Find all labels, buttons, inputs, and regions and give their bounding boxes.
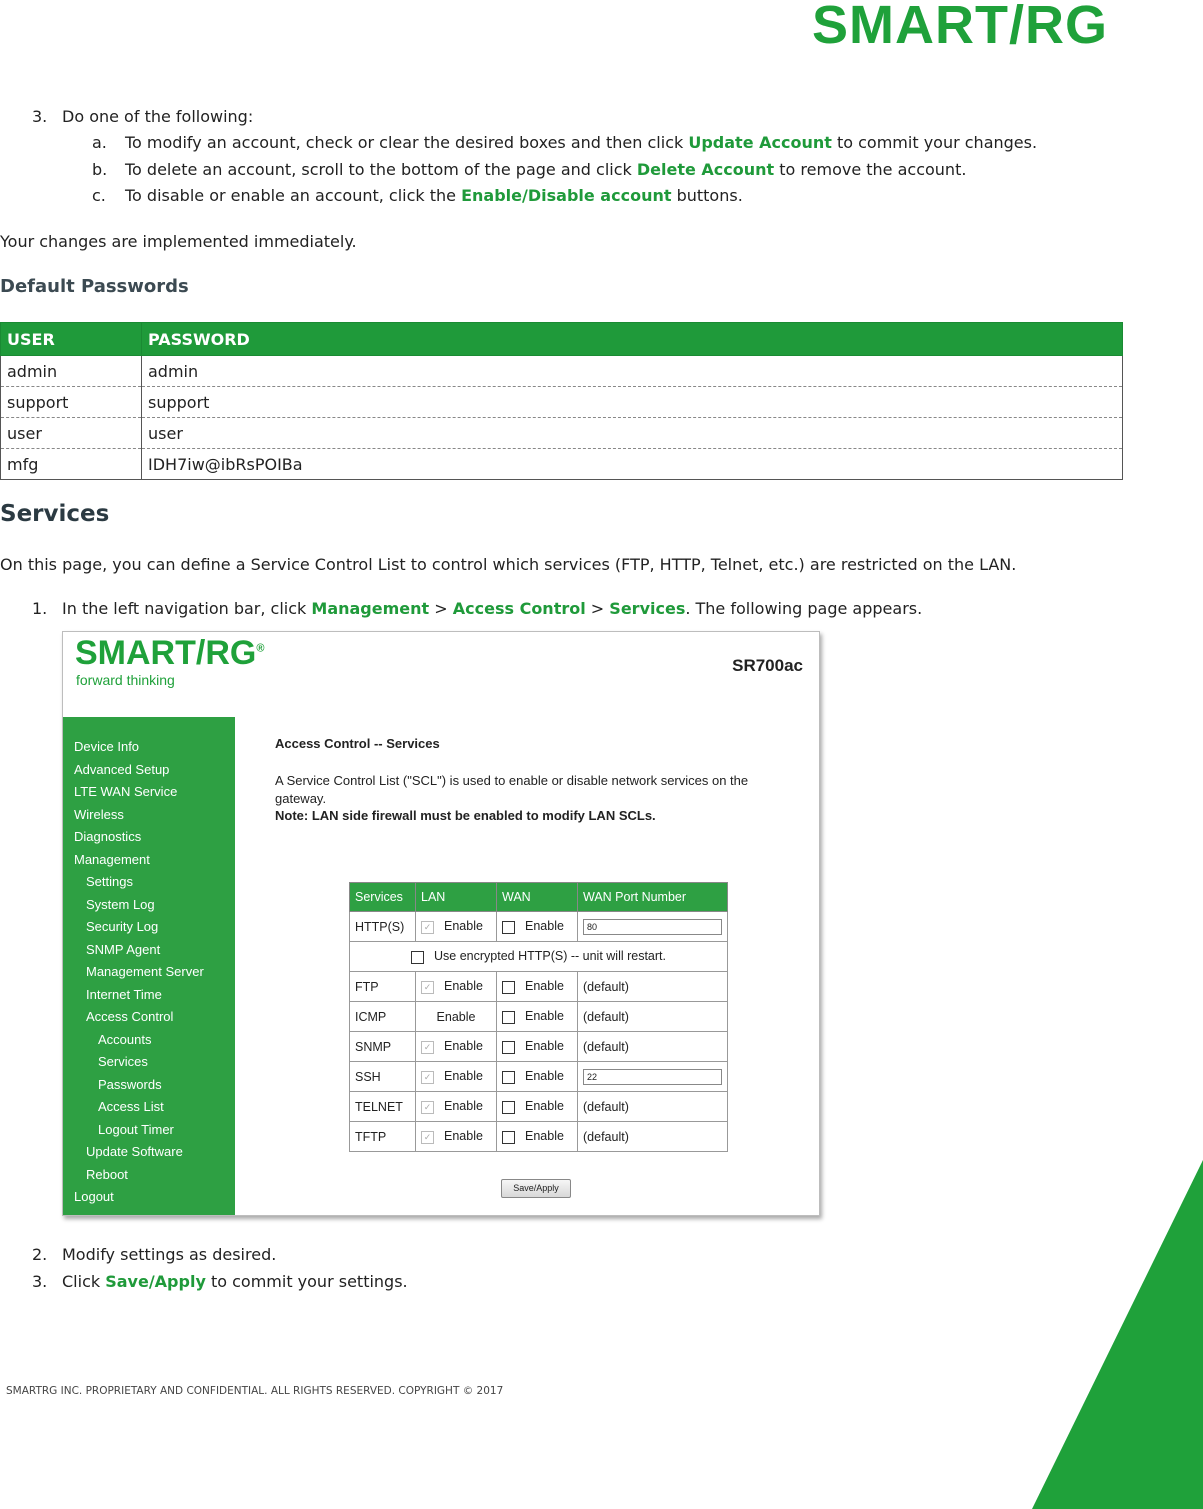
wan-enable[interactable]: Enable [497,1062,578,1092]
screenshot-sidebar [63,717,235,1215]
table-row [350,1032,728,1062]
password-cell: admin [142,356,1123,387]
wan-port: (default) [578,1002,728,1032]
wan-port: (default) [578,1032,728,1062]
table-row [350,1002,728,1032]
footer-copyright: SMARTRG INC. PROPRIETARY AND CONFIDENTIAL. ALL RIGHTS RESERVED. COPYRIGHT © 2017 [6,1385,504,1397]
table-row [350,1062,728,1092]
encrypted-https-option[interactable]: Use encrypted HTTP(S) -- unit will restart. [350,942,728,972]
checkbox-icon [502,1071,515,1084]
table-row [350,912,728,942]
nav-update-software[interactable]: Update Software [86,1144,183,1159]
lan-enable: Enable [416,1002,497,1032]
checkbox-icon [502,1041,515,1054]
wan-enable[interactable]: Enable [497,1032,578,1062]
nav-security-log[interactable]: Security Log [86,919,159,934]
table-row [1,387,1123,418]
checkbox-icon [502,981,515,994]
wan-port: (default) [578,1092,728,1122]
table-row [350,1092,728,1122]
screenshot-page-title: Access Control -- Services [275,736,440,751]
table-row [350,942,728,972]
substep-b: To delete an account, scroll to the bottom of the page and click Delete Account to remove the account. [125,160,967,179]
nav-system-log[interactable]: System Log [86,897,155,912]
checkbox-icon [502,1101,515,1114]
default-passwords-heading: Default Passwords [0,276,189,297]
table-row [350,1122,728,1152]
checkbox-checked-disabled-icon: ✓ [421,981,434,994]
substep-b-number: b. [92,160,108,179]
lan-enable[interactable]: ✓ Enable [416,1032,497,1062]
user-cell: mfg [1,449,142,480]
checkbox-checked-disabled-icon: ✓ [421,1101,434,1114]
nav-logout[interactable]: Logout [74,1189,114,1204]
screenshot-description: A Service Control List ("SCL") is used to enable or disable network services on the gateway. [275,773,749,806]
nav-access-list[interactable]: Access List [98,1099,164,1114]
save-apply-link: Save/Apply [105,1272,206,1291]
nav-settings[interactable]: Settings [86,874,133,889]
column-header: WAN Port Number [578,883,728,912]
table-row [1,356,1123,387]
user-cell: user [1,418,142,449]
port-input[interactable]: 22 [583,1069,722,1085]
password-cell: support [142,387,1123,418]
service-name: TELNET [350,1092,416,1122]
lan-enable[interactable]: ✓ Enable [416,1092,497,1122]
service-name: FTP [350,972,416,1002]
implemented-text: Your changes are implemented immediately. [0,232,357,251]
column-header: LAN [416,883,497,912]
wan-port[interactable] [578,912,728,942]
column-header: PASSWORD [142,323,1123,356]
nav-management[interactable]: Management [74,852,150,867]
service-name: ICMP [350,1002,416,1032]
checkbox-checked-disabled-icon: ✓ [421,1041,434,1054]
service-name: SSH [350,1062,416,1092]
substep-a: To modify an account, check or clear the desired boxes and then click Update Account to commit your changes. [125,133,1038,152]
nav-logout-timer[interactable]: Logout Timer [98,1122,174,1137]
wan-enable[interactable]: Enable [497,1002,578,1032]
column-header: WAN [497,883,578,912]
password-cell: user [142,418,1123,449]
model-name: SR700ac [732,656,803,675]
substep-a-number: a. [92,133,107,152]
services-intro: On this page, you can define a Service Control List to control which services (FTP, HTTP, Telnet, etc.) are restricted on the LAN. [0,555,1017,574]
checkbox-checked-disabled-icon: ✓ [421,1131,434,1144]
checkbox-icon [502,1131,515,1144]
lan-enable[interactable]: ✓ Enable [416,972,497,1002]
nav-accounts[interactable]: Accounts [98,1032,152,1047]
nav-wireless[interactable]: Wireless [74,807,124,822]
step-2-number: 2. [32,1245,48,1264]
wan-enable[interactable]: Enable [497,1092,578,1122]
nav-device-info[interactable]: Device Info [74,739,140,754]
screenshot-note: Note: LAN side firewall must be enabled to modify LAN SCLs. [275,808,656,823]
step-3b-number: 3. [32,1272,48,1291]
column-header: Services [350,883,416,912]
update-account-link: Update Account [688,133,832,152]
substep-c: To disable or enable an account, click the Enable/Disable account buttons. [125,186,743,205]
wan-enable[interactable]: Enable [497,1122,578,1152]
services-page-screenshot [62,631,820,1216]
lan-enable[interactable]: ✓ Enable [416,1122,497,1152]
table-header-row [1,323,1123,356]
wan-port: (default) [578,1122,728,1152]
nav-snmp-agent[interactable]: SNMP Agent [86,942,161,957]
user-cell: support [1,387,142,418]
delete-account-link: Delete Account [636,160,775,179]
enable-disable-account-link: Enable/Disable account [461,186,672,205]
table-row [1,449,1123,480]
table-row [350,972,728,1002]
screenshot-logo: SMART/RG® [75,634,265,672]
default-passwords-table [0,322,1123,480]
nav-reboot[interactable]: Reboot [86,1167,128,1182]
nav-internet-time[interactable]: Internet Time [86,987,162,1002]
service-name: SNMP [350,1032,416,1062]
service-name: HTTP(S) [350,912,416,942]
step-2-text: Modify settings as desired. [62,1245,277,1264]
checkbox-icon [411,951,424,964]
step-1-number: 1. [32,599,48,618]
service-name: TFTP [350,1122,416,1152]
nav-passwords[interactable]: Passwords [98,1077,162,1092]
nav-services[interactable]: Services [98,1054,148,1069]
management-link: Management [311,599,430,618]
checkbox-checked-disabled-icon: ✓ [421,1071,434,1084]
checkbox-checked-disabled-icon: ✓ [421,921,434,934]
services-table-header [350,883,728,912]
table-row [1,418,1123,449]
lan-enable[interactable]: ✓ Enable [416,912,497,942]
substep-c-number: c. [92,186,106,205]
user-cell: admin [1,356,142,387]
services-heading: Services [0,501,110,527]
checkbox-icon [502,921,515,934]
save-apply-button[interactable]: Save/Apply [501,1179,571,1198]
port-input[interactable]: 80 [583,919,722,935]
wan-enable[interactable]: Enable [497,912,578,942]
step-3b-text: Click Save/Apply to commit your settings. [62,1272,408,1291]
wan-enable[interactable]: Enable [497,972,578,1002]
services-link: Services [609,599,686,618]
nav-advanced-setup[interactable]: Advanced Setup [74,762,170,777]
nav-lte-wan-service[interactable]: LTE WAN Service [74,784,178,799]
nav-diagnostics[interactable]: Diagnostics [74,829,142,844]
column-header: USER [1,323,142,356]
password-cell: IDH7iw@ibRsPOIBa [142,449,1123,480]
nav-access-control[interactable]: Access Control [86,1009,174,1024]
lan-enable[interactable]: ✓ Enable [416,1062,497,1092]
nav-management-server[interactable]: Management Server [86,964,204,979]
screenshot-tagline: forward thinking [76,672,175,688]
wan-port[interactable] [578,1062,728,1092]
services-table [349,882,728,1152]
access-control-link: Access Control [452,599,586,618]
step-1-text: In the left navigation bar, click Management > Access Control > Services. The following page appears. [62,599,923,618]
checkbox-icon [502,1011,515,1024]
step-3-number: 3. [32,107,48,126]
step-3-text: Do one of the following: [62,107,254,126]
brand-logo: SMART/RG [812,0,1108,55]
corner-decoration [1030,1160,1203,1509]
wan-port: (default) [578,972,728,1002]
